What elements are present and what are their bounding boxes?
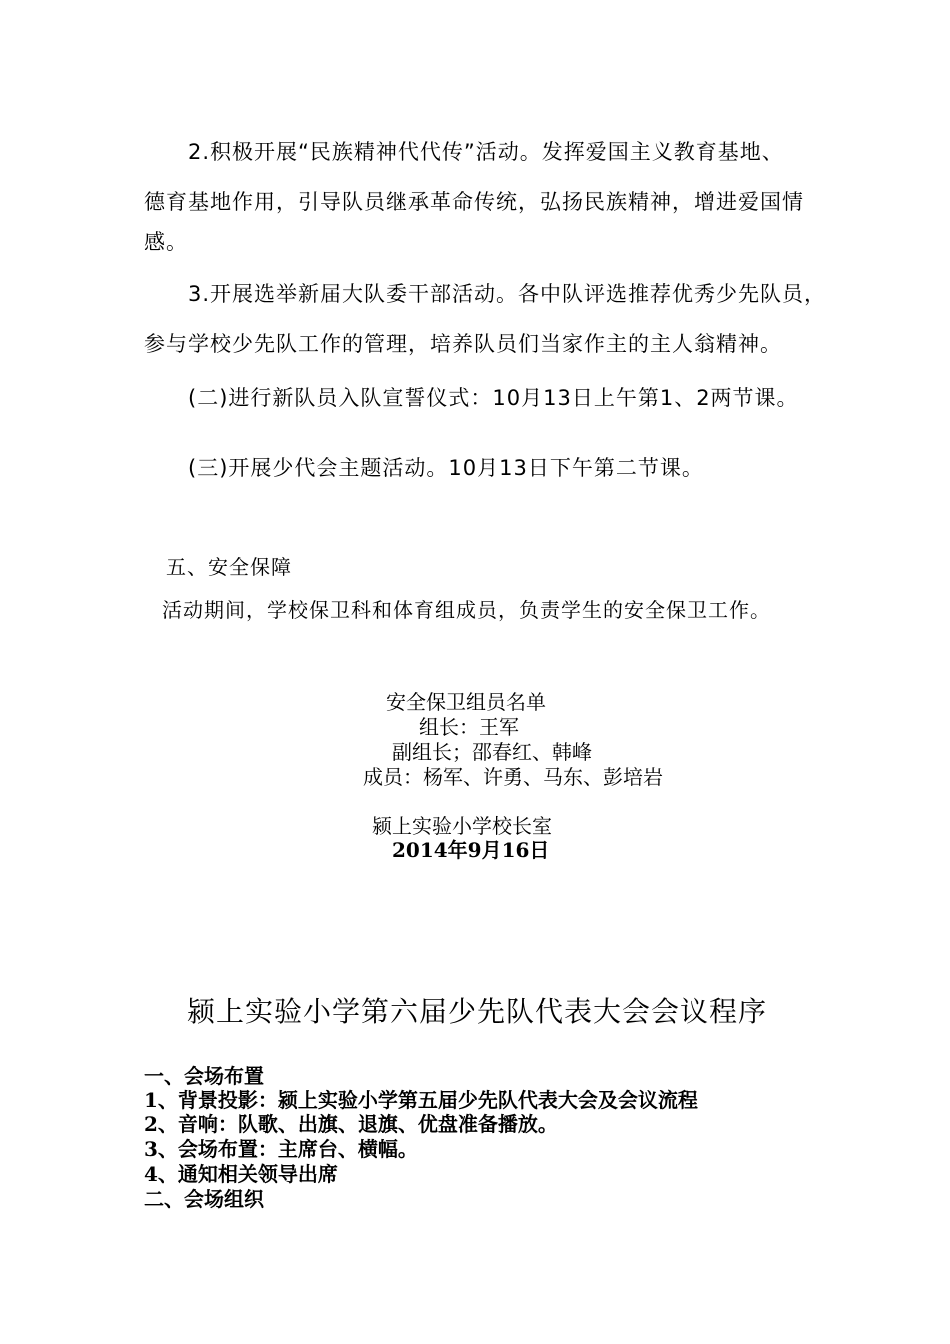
sub-item-3: (三)开展少代会主题活动。10月13日下午第二节课。 <box>188 456 704 480</box>
agenda-item: 4、通知相关领导出席 <box>144 1162 338 1186</box>
signature-org: 颍上实验小学校长室 <box>372 814 552 838</box>
safety-text: 活动期间，学校保卫科和体育组成员，负责学生的安全保卫工作。 <box>162 598 771 622</box>
signature-date: 2014年9月16日 <box>392 838 550 862</box>
agenda-item: 3、会场布置：主席台、横幅。 <box>144 1137 418 1161</box>
safety-team-leader: 组长：王军 <box>419 715 519 739</box>
activity-item-3-line-2: 参与学校少先队工作的管理，培养队员们当家作主的主人翁精神。 <box>144 332 782 356</box>
safety-team-members: 成员：杨军、许勇、马东、彭培岩 <box>363 765 663 789</box>
agenda-title: 颍上实验小学第六届少先队代表大会会议程序 <box>187 995 768 1028</box>
activity-item-2-line-3: 感。 <box>144 230 188 254</box>
safety-heading: 五、安全保障 <box>166 555 292 579</box>
sub-item-2: (二)进行新队员入队宣誓仪式：10月13日上午第1、2两节课。 <box>188 386 799 410</box>
agenda-item: 2、音响：队歌、出旗、退旗、优盘准备播放。 <box>144 1112 558 1136</box>
activity-item-2-line-1: 2.积极开展“民族精神代代传”活动。发挥爱国主义教育基地、 <box>188 140 784 164</box>
agenda-item: 一、会场布置 <box>144 1064 264 1088</box>
safety-team-title: 安全保卫组员名单 <box>386 690 546 714</box>
activity-item-2-line-2: 德育基地作用，引导队员继承革命传统，弘扬民族精神，增进爱国情 <box>144 190 804 214</box>
safety-team-deputy: 副组长；邵春红、韩峰 <box>392 740 592 764</box>
agenda-item: 二、会场组织 <box>144 1187 264 1211</box>
agenda-item: 1、背景投影：颍上实验小学第五届少先队代表大会及会议流程 <box>144 1088 698 1112</box>
activity-item-3-line-1: 3.开展选举新届大队委干部活动。各中队评选推荐优秀少先队员， <box>188 282 827 306</box>
